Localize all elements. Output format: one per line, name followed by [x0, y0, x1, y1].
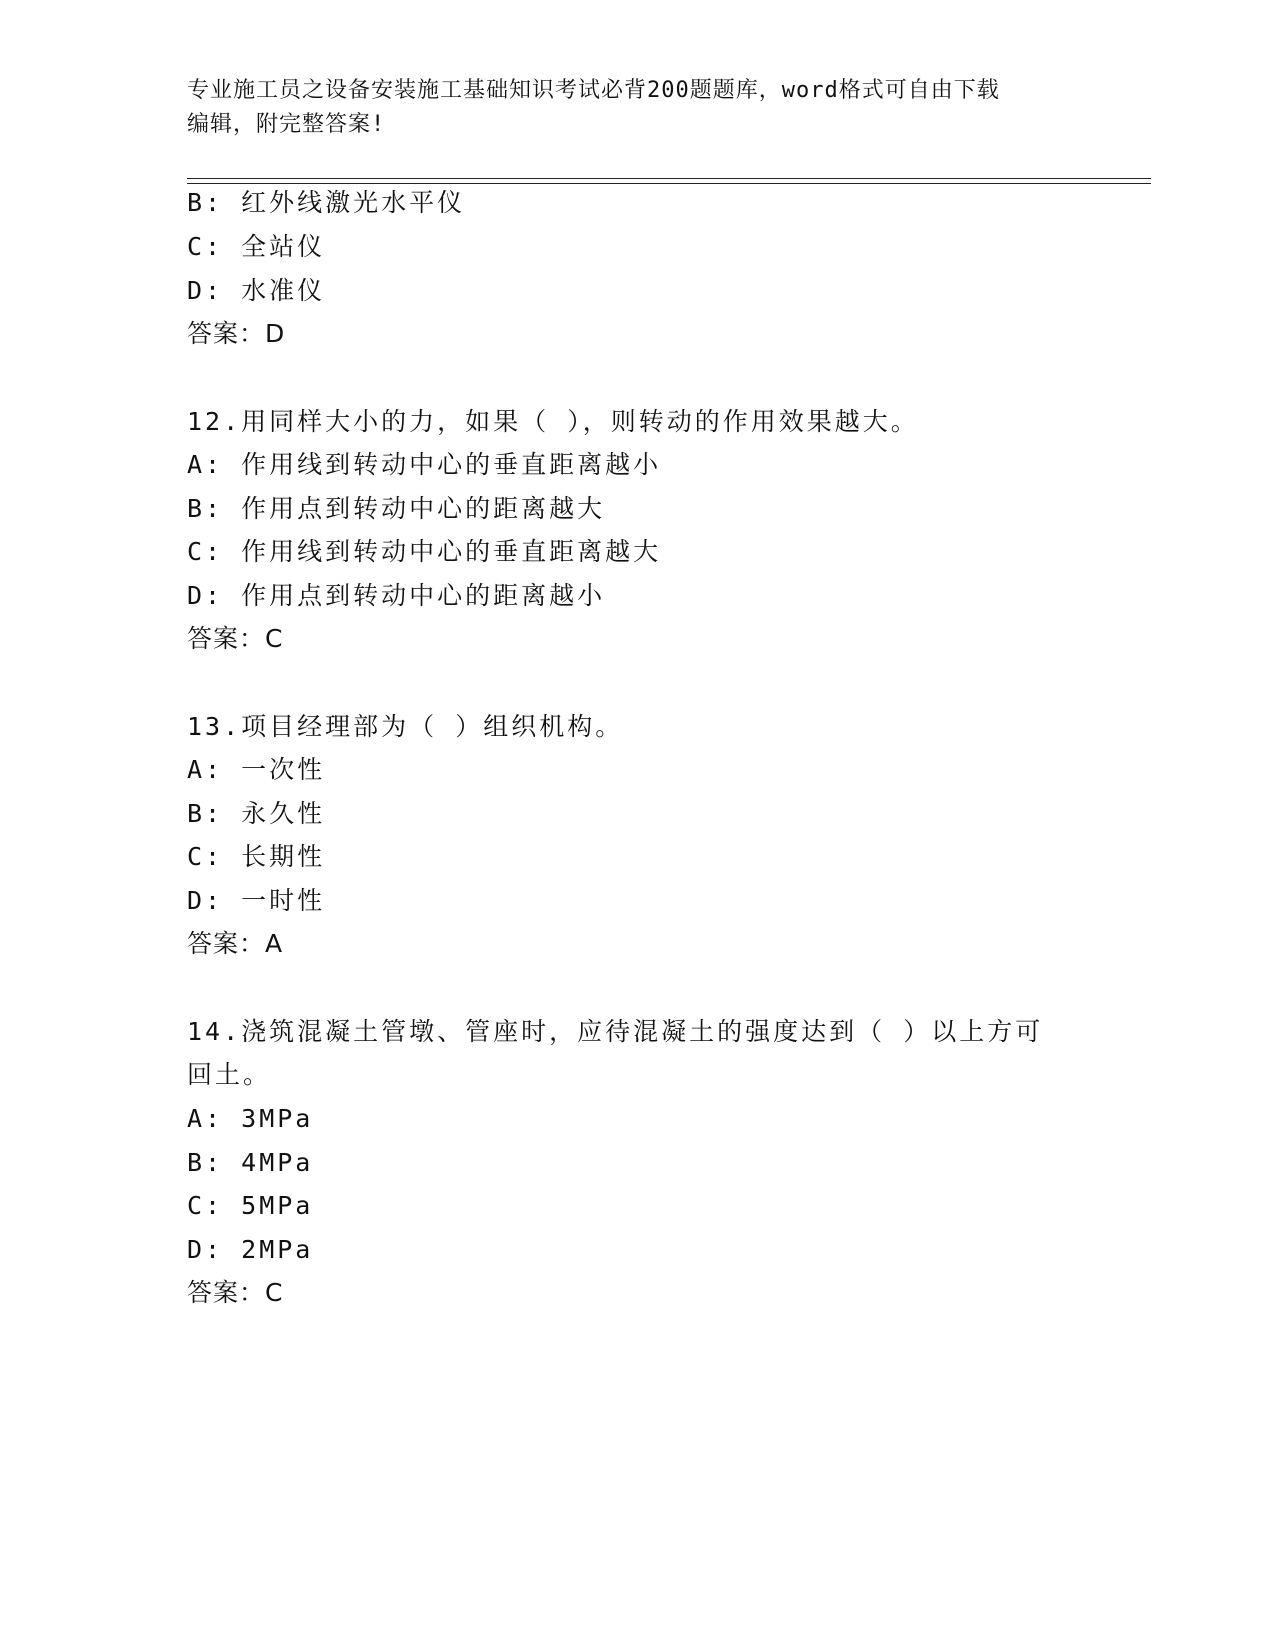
question-14-stem-line-1: 14.浇筑混凝土管墩、管座时，应待混凝土的强度达到（ ）以上方可 [187, 1017, 1044, 1046]
question-14-stem-line-2: 回土。 [187, 1060, 272, 1089]
question-14-answer: 答案：C [187, 1278, 284, 1307]
question-13-option-d: D: 一时性 [187, 886, 326, 915]
question-13-option-c: C: 长期性 [187, 842, 326, 871]
question-12-option-d: D: 作用点到转动中心的距离越小 [187, 581, 606, 610]
header-line-2: 编辑，附完整答案! [187, 112, 386, 137]
question-13-option-b: B: 永久性 [187, 799, 326, 828]
question-13-stem: 13.项目经理部为（ ）组织机构。 [187, 712, 624, 741]
question-12-stem: 12.用同样大小的力，如果（ ），则转动的作用效果越大。 [187, 407, 919, 436]
document-header [187, 74, 1087, 142]
question-13-answer: 答案：A [187, 929, 284, 958]
question-13-option-a: A: 一次性 [187, 755, 326, 784]
question-14-option-c: C: 5MPa [187, 1191, 314, 1220]
question-12-option-c: C: 作用线到转动中心的垂直距离越大 [187, 537, 662, 566]
prev-answer: 答案：D [187, 319, 286, 348]
question-14-option-d: D: 2MPa [187, 1235, 314, 1264]
header-rule-top [187, 178, 1151, 179]
prev-option-c: C: 全站仪 [187, 232, 326, 261]
prev-option-d: D: 水准仪 [187, 276, 326, 305]
question-12-option-b: B: 作用点到转动中心的距离越大 [187, 494, 606, 523]
question-12-option-a: A: 作用线到转动中心的垂直距离越小 [187, 450, 662, 479]
header-rule-bottom [187, 183, 1151, 184]
question-14-option-a: A: 3MPa [187, 1104, 314, 1133]
header-line-1: 专业施工员之设备安装施工基础知识考试必背200题题库，word格式可自由下载 [187, 78, 1000, 103]
question-14-option-b: B: 4MPa [187, 1148, 314, 1177]
question-12-answer: 答案：C [187, 624, 284, 653]
prev-option-b: B: 红外线激光水平仪 [187, 188, 466, 217]
